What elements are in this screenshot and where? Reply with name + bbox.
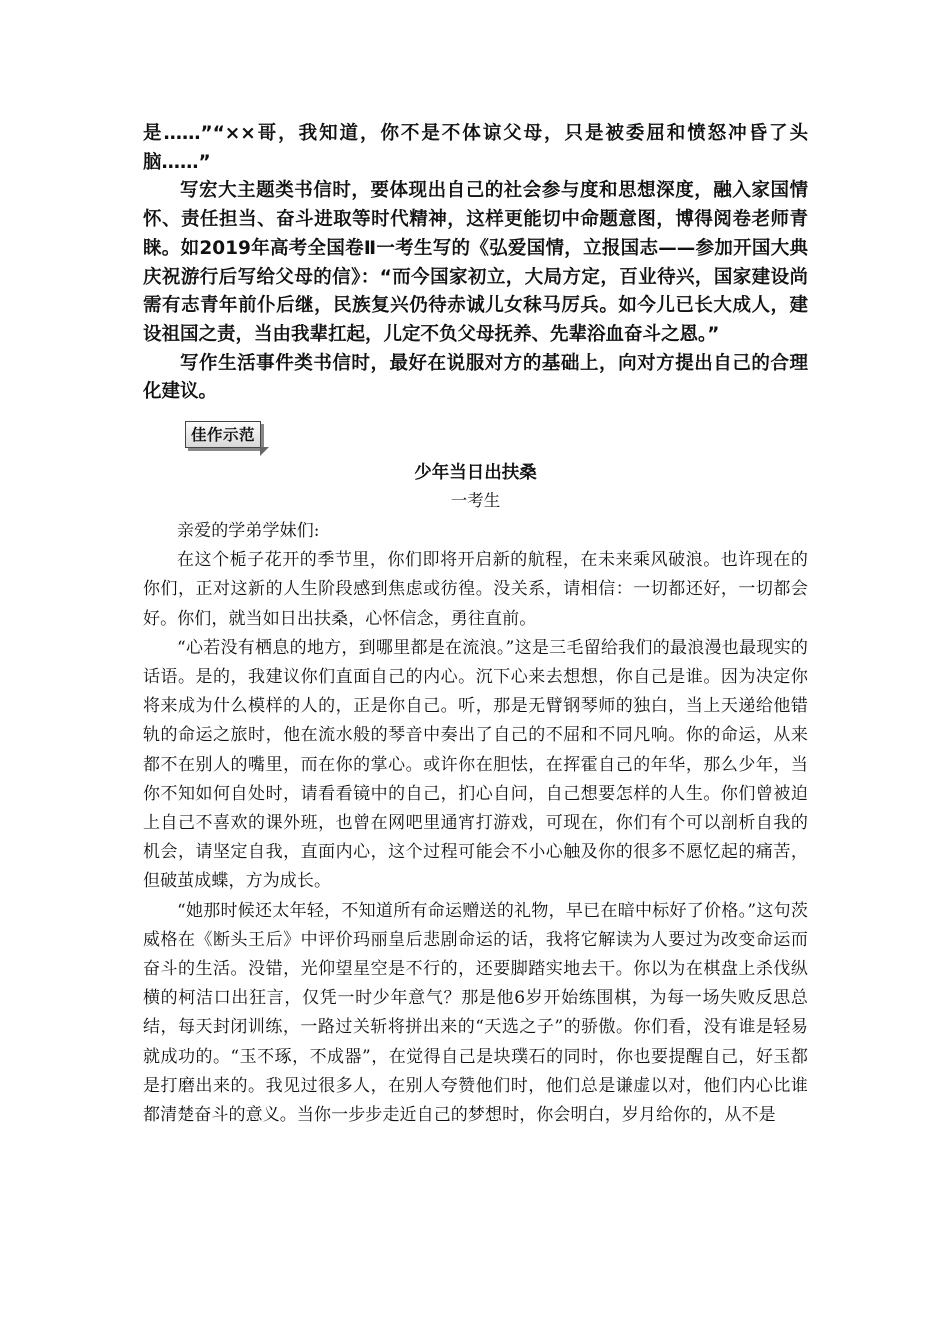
section-badge bbox=[185, 421, 261, 448]
badge-container bbox=[185, 421, 808, 455]
document-page bbox=[143, 120, 808, 1130]
essay-title: 少年当日出扶桑 bbox=[414, 463, 537, 484]
paragraph-continuation: 是……”“××哥，我知道，你不是不体谅父母，只是被委屈和愤怒冲昏了头脑……” bbox=[143, 123, 808, 173]
essay-paragraph-3: “她那时候还太年轻，不知道所有命运赠送的礼物，早已在暗中标好了价格。”这句茨威格在《断头王后》中评价玛丽皇后悲剧命运的话，我将它解读为人要过为改变命运而奋斗的生活。没错，光仰望星空是不行的，还要脚踏实地去干。你以为在棋盘上杀伐纵横的柯洁口出狂言，仅凭一时少年意气？那是他6岁开始练围棋，为每一场失败反思总结，每天封闭训练，一路过关斩将拼出来的“天选之子”的骄傲。你们看，没有谁是轻易就成功的。“玉不琢，不成器”，在觉得自己是块璞石的同时，你也要提醒自己，好玉都是打磨出来的。我见过很多人，在别人夸赞他们时，他们总是谦虚以对，他们内心比谁都清楚奋斗的意义。当你一步步走近自己的梦想时，你会明白，岁月给你的，从不是 bbox=[143, 900, 808, 1126]
badge-corner-icon bbox=[260, 447, 269, 456]
section-badge-label: 佳作示范 bbox=[191, 426, 256, 445]
essay-author: 一考生 bbox=[450, 491, 501, 511]
essay-salutation: 亲爱的学弟学妹们: bbox=[177, 521, 320, 542]
essay-paragraph-2: “心若没有栖息的地方，到哪里都是在流浪。”这是三毛留给我们的最浪漫也最现实的话语。是的，我建议你们直面自己的内心。沉下心来去想想，你自己是谁。因为决定你将来成为什么模样的人的，正是你自己。听，那是无臂钢琴师的独白，当上天递给他错轨的命运之旅时，他在流水般的琴音中奏出了自己的不屈和不同凡响。你的命运，从来都不在别人的嘴里，而在你的掌心。或许你在胆怯，在挥霍自己的年华，那么少年，当你不知如何自处时，请看看镜中的自己，扪心自问，自己想要怎样的人生。你们曾被迫上自己不喜欢的课外班，也曾在网吧里通宵打游戏，可现在，你们有个可以剖析自我的机会，请坚定自我，直面内心，这个过程可能会不小心触及你的很多不愿忆起的痛苦，但破茧成蝶，方为成长。 bbox=[143, 637, 808, 892]
paragraph-life-event-tip: 写作生活事件类书信时，最好在说服对方的基础上，向对方提出自己的合理化建议。 bbox=[143, 352, 808, 403]
essay-paragraph-1: 在这个栀子花开的季节里，你们即将开启新的航程，在未来乘风破浪。也许现在的你们，正对这新的人生阶段感到焦虑或彷徨。没关系，请相信：一切都还好，一切都会好。你们，就当如日出扶桑，心怀信念，勇往直前。 bbox=[143, 550, 808, 629]
paragraph-grand-theme-tip: 写宏大主题类书信时，要体现出自己的社会参与度和思想深度，融入家国情怀、责任担当、奋斗进取等时代精神，这样更能切中命题意图，博得阅卷老师青睐。如2019年高考全国卷Ⅱ一考生写的《弘爱国情，立报国志——参加开国大典庆祝游行后写给父母的信》：“而今国家初立，大局方定，百业待兴，国家建设尚需有志青年前仆后继，民族复兴仍待赤诚儿女秣马厉兵。如今儿已长大成人，建设祖国之责，当由我辈扛起，儿定不负父母抚养、先辈浴血奋斗之恩。” bbox=[143, 180, 808, 345]
